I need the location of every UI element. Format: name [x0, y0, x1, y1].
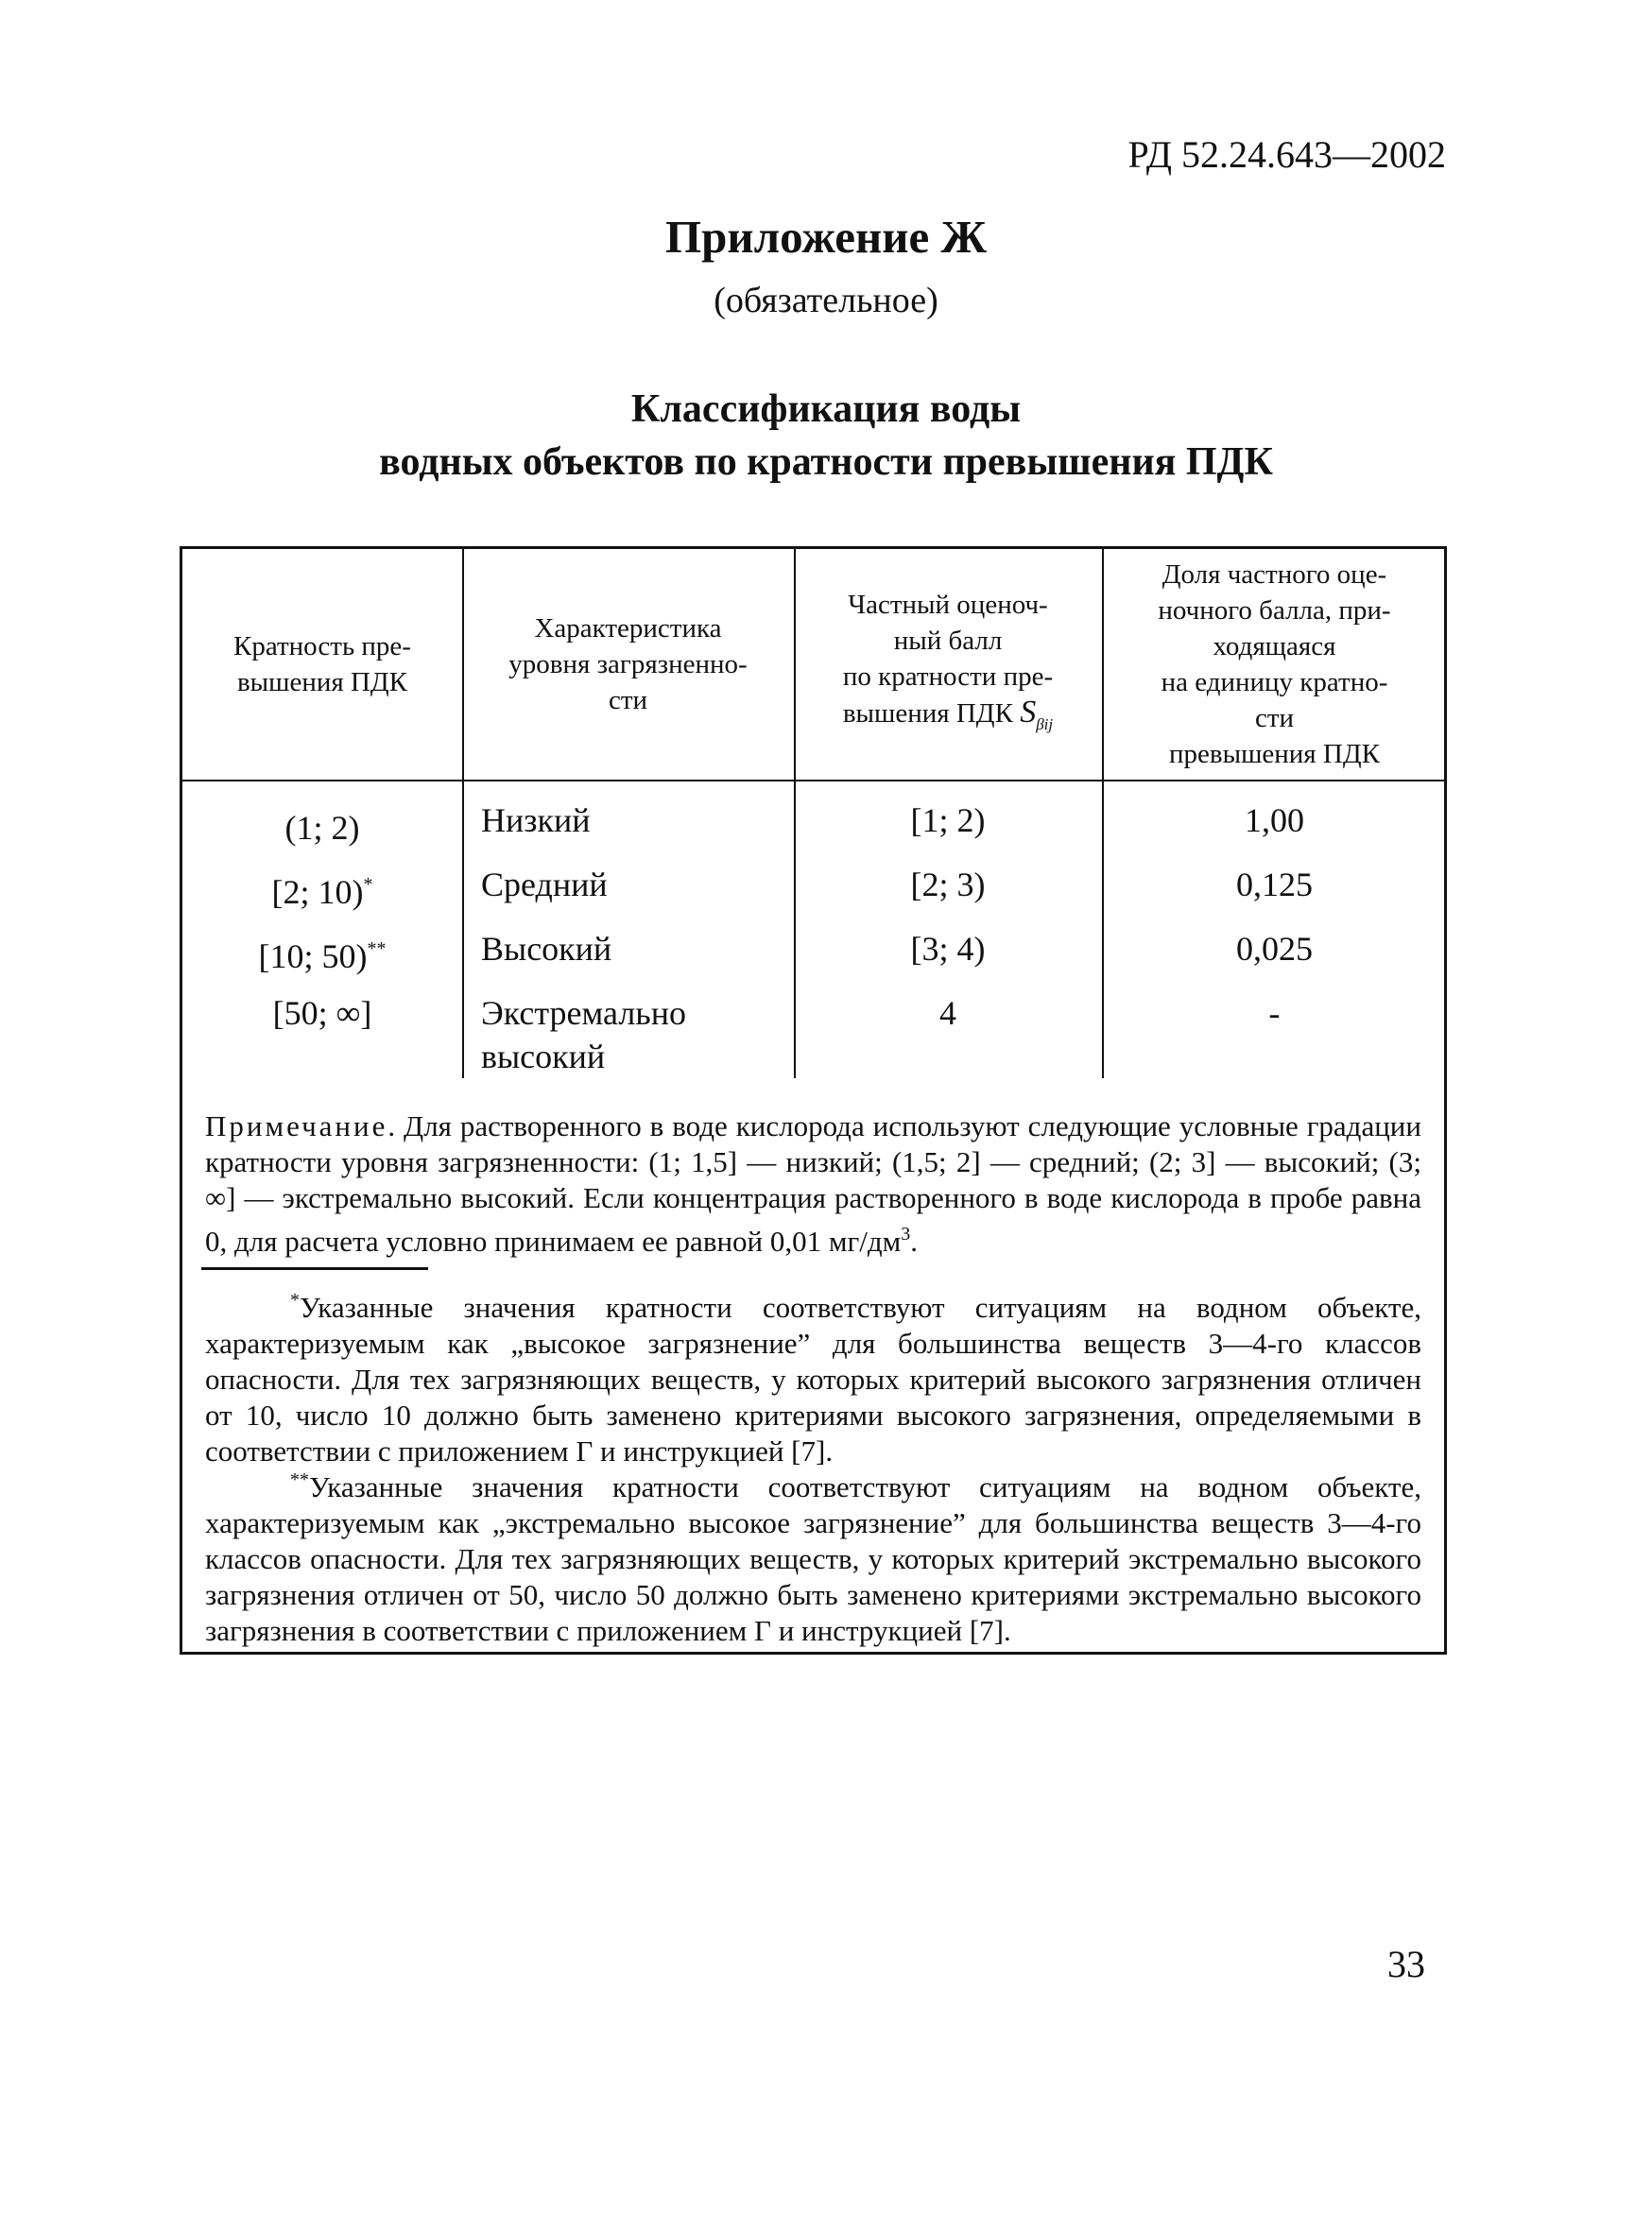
- header-pollution-level: [462, 549, 794, 780]
- header-line: ный балл: [893, 625, 1003, 656]
- footnote-mark: *: [363, 874, 373, 895]
- score-symbol: S: [1020, 694, 1037, 730]
- header-divider: [182, 780, 1444, 781]
- level-cell: Экстремально высокий: [481, 994, 686, 1075]
- appendix-status: (обязательное): [714, 281, 938, 320]
- footnote-rule: [201, 1267, 428, 1270]
- level-cell: Высокий: [481, 930, 612, 968]
- table-note: [205, 1108, 1421, 1260]
- footnote-mark: **: [367, 938, 387, 959]
- document-code: РД 52.24.643—2002: [1127, 133, 1446, 176]
- multiplicity-cell: [2; 10)*: [271, 873, 373, 911]
- unit-power: 3: [901, 1224, 911, 1245]
- appendix-title: Приложение Ж: [665, 211, 987, 263]
- header-line: ходящаяся: [1213, 631, 1336, 661]
- header-line: Частный оценоч-: [848, 589, 1048, 620]
- score-cell: [1; 2): [910, 801, 986, 839]
- header-line: Доля частного оце-: [1162, 559, 1387, 590]
- table-row: [182, 798, 1444, 863]
- header-line: сти: [608, 685, 648, 715]
- share-cell: 0,125: [1236, 866, 1313, 903]
- note-text: . Для растворенного в воде кислорода используют следующие условные градации кратности уровня загрязненности: (1; 1,5] — низкий; (1,5; 2] — средний; (2; 3] — высокий; (3; ∞] — экстремально высокий. Если концентрация растворенного в воде кислорода в пробе равна 0, для расчета условно принимаем ее равной 0,01 мг/дм: [205, 1109, 1421, 1258]
- score-cell: [2; 3): [910, 866, 986, 903]
- table-row: [182, 927, 1444, 991]
- header-line: превышения ПДК: [1169, 739, 1380, 769]
- footnote-mark: *: [290, 1290, 300, 1311]
- share-cell: -: [1268, 994, 1281, 1032]
- score-subscript: βij: [1036, 714, 1054, 733]
- header-line: вышения ПДК: [236, 667, 408, 697]
- header-line: Характеристика: [534, 613, 722, 644]
- header-line: уровня загрязненно-: [508, 649, 748, 679]
- classification-table: [180, 546, 1447, 1655]
- header-line: на единицу кратно-: [1161, 667, 1388, 697]
- footnote-mark: **: [290, 1469, 309, 1490]
- footnote-1: [205, 1282, 1421, 1469]
- share-cell: 0,025: [1236, 930, 1313, 968]
- header-line: Кратность пре-: [233, 631, 411, 661]
- multiplicity-cell: [50; ∞]: [272, 994, 372, 1032]
- header-partial-score: [794, 549, 1102, 780]
- table-row: [182, 863, 1444, 927]
- multiplicity-cell: (1; 2): [284, 809, 360, 847]
- page-number: 33: [1387, 1943, 1425, 1985]
- level-cell: Средний: [481, 866, 608, 903]
- table-title-line-1: Классификация воды: [630, 387, 1022, 431]
- header-line: [843, 695, 1053, 743]
- table-title: [0, 383, 1652, 489]
- footnote-2: [205, 1462, 1421, 1649]
- footnote-text: Указанные значения кратности соответствуют ситуациям на водном объекте, характеризуемым как „экстремально высокое загрязнение” для большинства веществ 3—4-го классов опасности. Для тех загрязняющих веществ, у которых критерий экстремально высокого загрязнения отличен от 50, число 50 должно быть заменено критериями экстремально высокого загрязнения в соответствии с приложением Г и инструкцией [7].: [205, 1470, 1421, 1647]
- header-score-share: [1102, 549, 1447, 780]
- header-line: по кратности пре-: [842, 661, 1054, 692]
- level-cell: Низкий: [481, 801, 591, 839]
- header-multiplicity: [182, 549, 462, 780]
- multiplicity-cell: [10; 50)**: [258, 937, 387, 975]
- note-end: .: [910, 1225, 918, 1258]
- score-cell: [3; 4): [910, 930, 986, 968]
- header-line: сти: [1254, 703, 1295, 733]
- table-title-line-2: водных объектов по кратности превышения ПДК: [379, 440, 1273, 484]
- footnote-text: Указанные значения кратности соответствуют ситуациям на водном объекте, характеризуемым как „высокое загрязнение” для большинства веществ 3—4-го классов опасности. Для тех загрязняющих веществ, у которых критерий высокого загрязнения отличен от 10, число 10 должно быть заменено критериями высокого загрязнения, определяемыми в соответствии с приложением Г и инструкцией [7].: [205, 1291, 1421, 1468]
- score-cell: 4: [939, 994, 956, 1032]
- table-row: [182, 991, 1444, 1078]
- note-label: Примечание: [205, 1109, 388, 1142]
- share-cell: 1,00: [1245, 801, 1304, 839]
- header-text: вышения ПДК: [842, 697, 1013, 729]
- header-line: ночного балла, при-: [1158, 595, 1391, 626]
